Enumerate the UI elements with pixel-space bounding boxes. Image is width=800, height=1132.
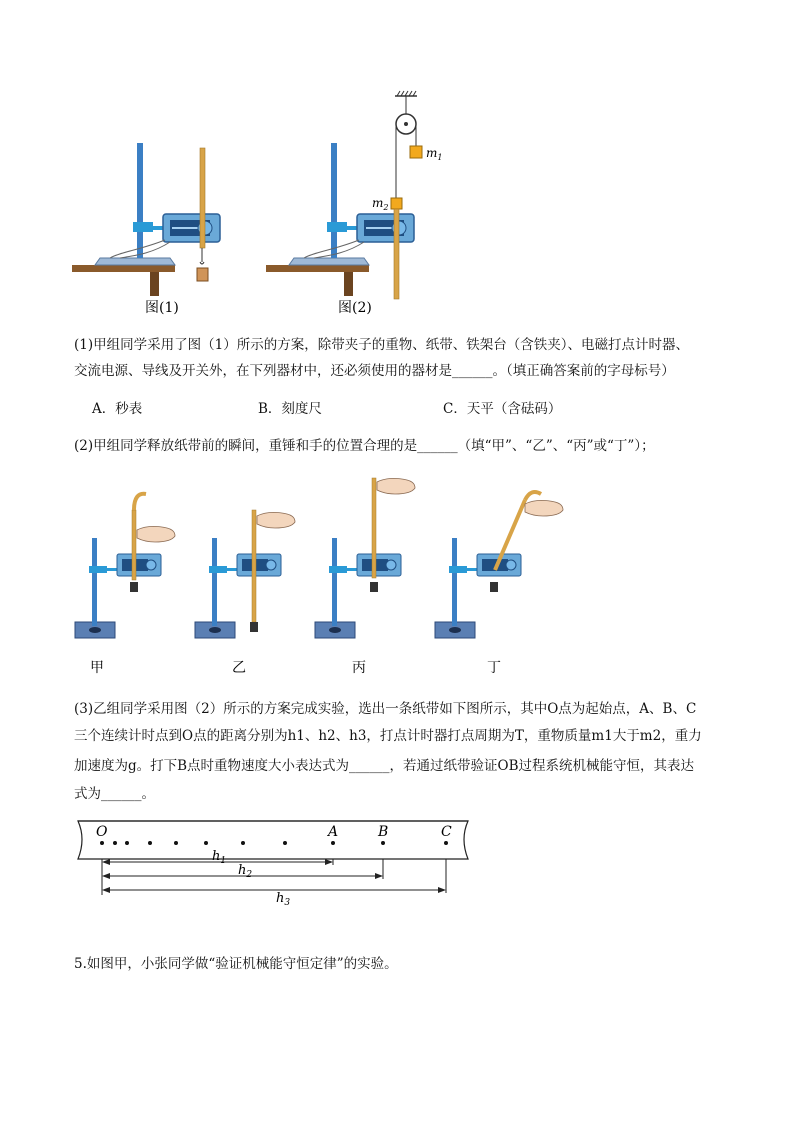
q1-option-a: A．秒表 [92,401,143,417]
q3-line2: 三个连续计时点到O点的距离分别为h1、h2、h3，打点计时器打点周期为T，重物质量m1大于m2，重力 [74,728,702,744]
label-h1: $h_1$ [212,849,227,866]
label-yi: 乙 [232,660,246,676]
h1-sub: 1 [220,856,227,866]
label-h2: $h_2$ [238,863,253,880]
q3-line4: 式为______。 [74,786,155,802]
setup-jia [75,494,175,638]
h2-sub: 2 [246,870,253,880]
fig2-caption: 图(2) [338,300,372,316]
q2-figures [0,470,800,676]
figure-1-apparatus [72,143,220,296]
q1-line1: (1)甲组同学采用了图（1）所示的方案，除带夹子的重物、纸带、铁架台（含铁夹）、电磁打点计时器、 [74,337,689,353]
m1-label: $m_1$ [426,146,443,162]
label-h3: $h_3$ [276,891,291,908]
figure-2-apparatus [266,91,422,299]
setup-ding [435,492,563,638]
point-C: C [441,824,452,840]
paper-tape-diagram [0,817,800,907]
h3-sub: 3 [284,898,291,908]
q3-line3: 加速度为g。打下B点时重物速度大小表达式为______，若通过纸带验证OB过程系统机械能守恒，其表达 [74,758,695,774]
label-bing: 丙 [352,660,366,676]
q1-line2: 交流电源、导线及开关外，在下列器材中，还必须使用的器材是______。（填正确答案前的字母标号） [74,363,675,379]
q2-line1: (2)甲组同学释放纸带前的瞬间，重锤和手的位置合理的是______（填“甲”、“乙”、“丙”或“丁”）； [74,438,655,454]
q1-option-b: B．刻度尺 [258,401,322,417]
point-B: B [378,824,389,840]
q5-line1: 5.如图甲，小张同学做“验证机械能守恒定律”的实验。 [74,956,398,972]
fig1-caption: 图(1) [145,300,179,316]
setup-bing [315,478,415,638]
setup-yi [195,510,295,638]
point-O: O [96,824,108,840]
label-ding: 丁 [487,660,501,676]
point-A: A [328,824,339,840]
figure-1 [0,0,800,320]
q1-option-c: C．天平（含砝码） [443,401,562,417]
label-jia: 甲 [90,660,104,676]
q3-line1: (3)乙组同学采用图（2）所示的方案完成实验，选出一条纸带如下图所示，其中O点为起始点，A、B、C [74,701,697,717]
m2-label: $m_2$ [372,196,389,212]
